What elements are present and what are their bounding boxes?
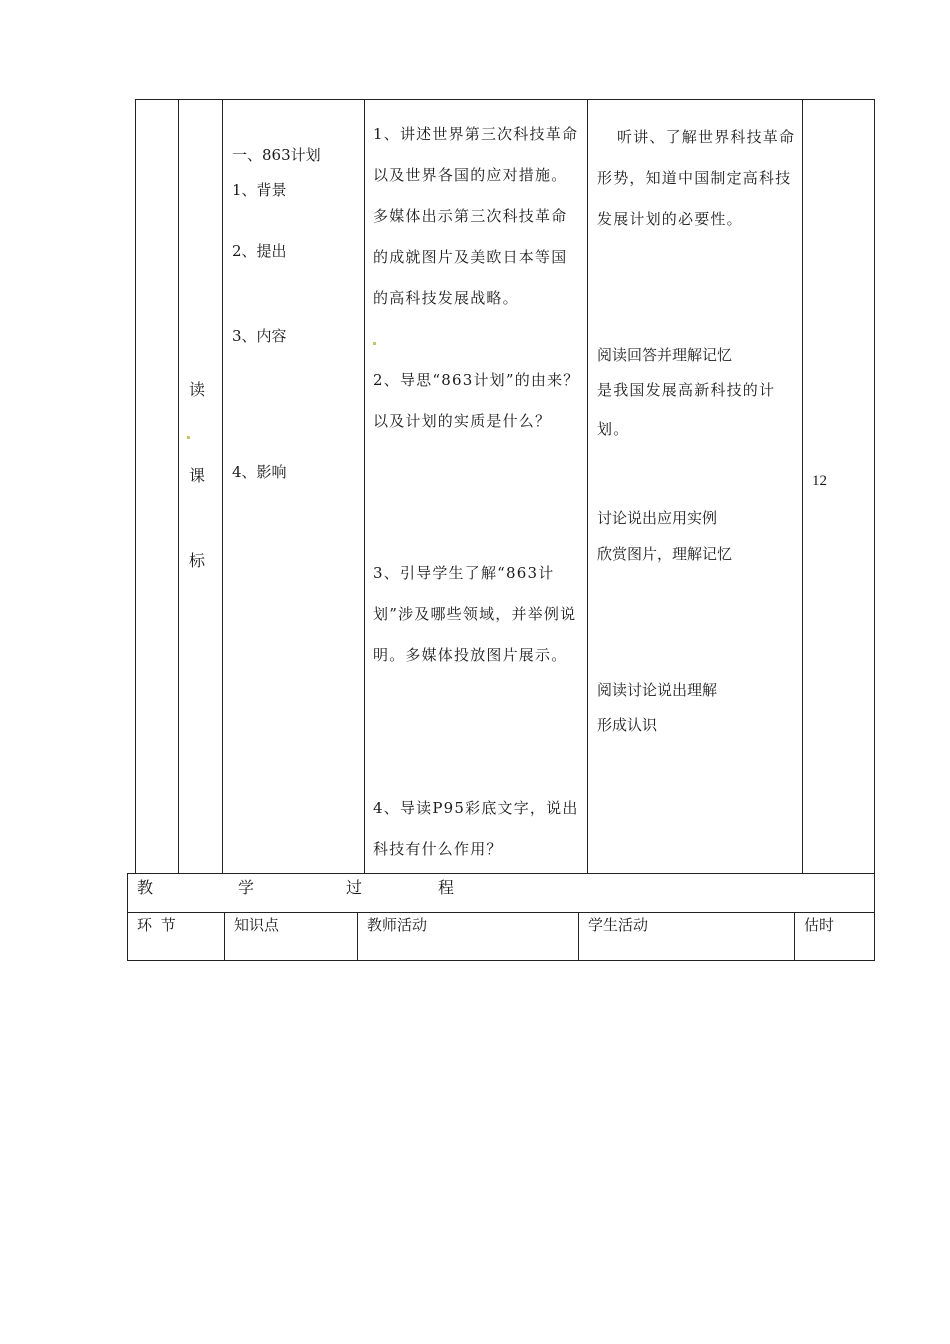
student-activity-3a: 讨论说出应用实例	[597, 509, 718, 527]
header-student-activity: 学生活动	[588, 916, 649, 934]
student-activity-2b: 是我国发展高新科技的计划。	[597, 381, 776, 438]
header-stage: 环 节	[137, 916, 178, 934]
title-char-3: 过	[346, 878, 363, 897]
student-activity-3b: 欣赏图片，理解记忆	[597, 545, 733, 563]
teacher-activity-4: 4、导读P95彩底文字，说出科技有什么作用？	[373, 799, 579, 858]
knowledge-item-background: 1、背景	[232, 181, 287, 199]
stage-char-1: 读	[189, 380, 206, 399]
lower-right-border	[874, 873, 875, 961]
upper-table-top-border	[135, 99, 875, 100]
header-time: 估时	[804, 916, 835, 934]
estimated-time: 12	[812, 473, 827, 489]
upper-col-line-6	[874, 99, 875, 873]
upper-col-line-2	[222, 99, 223, 873]
title-char-4: 程	[438, 878, 455, 897]
ink-dot	[373, 342, 376, 345]
upper-col-line-4	[587, 99, 588, 873]
student-activity-4a: 阅读讨论说出理解	[597, 681, 718, 699]
lower-left-border	[127, 873, 128, 961]
header-knowledge: 知识点	[234, 916, 280, 934]
upper-col-line-5	[802, 99, 803, 873]
knowledge-title: 一、863计划	[232, 146, 321, 164]
knowledge-item-proposal: 2、提出	[232, 242, 287, 260]
upper-col-line-0	[135, 99, 136, 873]
lower-table-mid-border	[127, 912, 875, 913]
upper-col-line-1	[178, 99, 179, 873]
knowledge-item-impact: 4、影响	[232, 463, 287, 481]
student-activity-4b: 形成认识	[597, 716, 658, 734]
teacher-activity-2: 2、导思“863计划”的由来？以及计划的实质是什么？	[373, 371, 580, 430]
upper-col-line-3	[364, 99, 365, 873]
lower-col-line-2	[357, 912, 358, 960]
lower-col-line-1	[224, 912, 225, 960]
lower-col-line-3	[578, 912, 579, 960]
stage-char-2: 课	[189, 466, 206, 485]
student-activity-1: 听讲、了解世界科技革命形势，知道中国制定高科技发展计划的必要性。	[597, 128, 796, 228]
lower-table-top-border	[127, 873, 875, 874]
teacher-activity-1: 1、讲述世界第三次科技革命以及世界各国的应对措施。多媒体出示第三次科技革命的成就图片及美欧日本等国的高科技发展战略。	[373, 125, 579, 307]
knowledge-item-content: 3、内容	[232, 327, 287, 345]
teacher-activity-3: 3、引导学生了解“863计划”涉及哪些领域，并举例说明。多媒体投放图片展示。	[373, 564, 577, 664]
lower-col-line-4	[794, 912, 795, 960]
header-teacher-activity: 教师活动	[367, 916, 428, 934]
ink-dot	[187, 436, 190, 439]
lower-table-bottom-border	[127, 960, 875, 961]
student-activity-2a: 阅读回答并理解记忆	[597, 346, 733, 364]
stage-char-3: 标	[189, 551, 206, 570]
title-char-2: 学	[238, 878, 255, 897]
title-char-1: 教	[137, 878, 154, 897]
